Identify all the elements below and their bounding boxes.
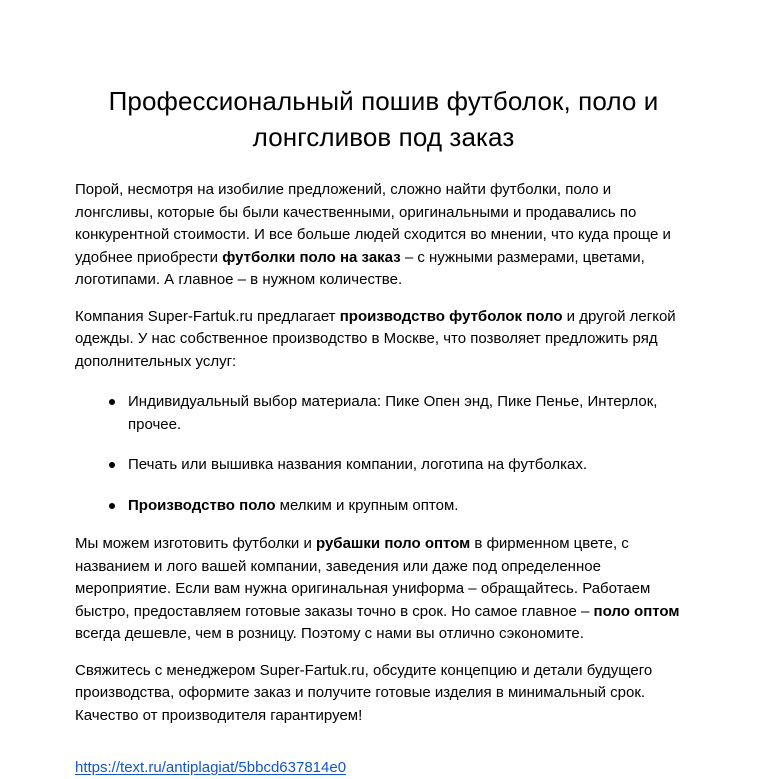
paragraph-wholesale-run-1-emphasis: рубашки поло оптом	[316, 535, 471, 552]
paragraph-group-bottom	[75, 533, 692, 727]
document-body	[0, 179, 767, 779]
paragraph-group-top	[75, 179, 692, 373]
paragraph-wholesale-run-3-emphasis: поло оптом	[593, 602, 680, 620]
paragraph-company-run-1-emphasis: производство футболок поло	[339, 307, 563, 325]
list-item-print-embroidery	[75, 454, 692, 477]
paragraph-company	[75, 306, 692, 374]
list-item-material-choice	[75, 391, 692, 436]
paragraph-contact	[75, 660, 692, 728]
bullet-dot-icon	[109, 462, 115, 468]
list-item-material-choice-run-0: Индивидуальный выбор материала: Пике Опен энд, Пике Пенье, Интерлок, прочее.	[128, 393, 658, 433]
paragraph-intro-run-0: Порой, несмотря на изобилие предложений, сложно найти футболки, поло и лонгсливы, которые бы были качественными, оригинальными и продавались по конкурентной стоимости. И все больше людей сходится во мнении, что куда проще и удобнее приобрести	[75, 181, 671, 266]
list-item-polo-production-run-1: мелким и крупным оптом.	[275, 496, 459, 514]
services-list	[75, 391, 692, 517]
list-item-polo-production-run-0-emphasis: Производство поло	[128, 496, 276, 514]
bullet-dot-icon	[109, 399, 115, 405]
bullet-dot-icon	[109, 503, 115, 509]
paragraph-contact-run-0: Свяжитесь с менеджером Super-Fartuk.ru, обсудите концепцию и детали будущего производства, оформите заказ и получите готовые изделия в минимальный срок. Качество от производителя гарантируем!	[75, 661, 653, 724]
paragraph-intro-run-2: – с нужными размерами, цветами, логотипами. А главное – в нужном количестве.	[75, 248, 645, 288]
paragraph-intro	[75, 179, 692, 292]
source-link-row	[75, 757, 692, 779]
paragraph-intro-run-1-emphasis: футболки поло на заказ	[222, 248, 401, 266]
paragraph-wholesale-run-0: Мы можем изготовить футболки и	[75, 535, 316, 552]
paragraph-wholesale-run-4: всегда дешевле, чем в розницу. Поэтому с нами вы отлично сэкономите.	[75, 625, 584, 642]
paragraph-wholesale	[75, 533, 692, 646]
paragraph-company-run-2: и другой легкой одежды. У нас собственное производство в Москве, что позволяет предложить ряд дополнительных услуг:	[75, 307, 676, 370]
list-item-polo-production	[75, 495, 692, 518]
page-title: Профессиональный пошив футболок, поло и лонгсливов под заказ	[108, 86, 659, 152]
paragraph-company-run-0: Компания Super-Fartuk.ru предлагает	[75, 307, 340, 325]
list-item-print-embroidery-run-0: Печать или вышивка названия компании, логотипа на футболках.	[128, 456, 588, 473]
paragraph-wholesale-run-2: в фирменном цвете, с названием и лого вашей компании, заведения или даже под определенное мероприятие. Если вам нужна оригинальная униформа – обращайтесь. Работаем быстро, предоставляем готовые заказы точно в срок. Но самое главное –	[75, 535, 651, 620]
antiplagiat-source-link[interactable]: https://text.ru/antiplagiat/5bbcd637814e0	[75, 759, 347, 776]
